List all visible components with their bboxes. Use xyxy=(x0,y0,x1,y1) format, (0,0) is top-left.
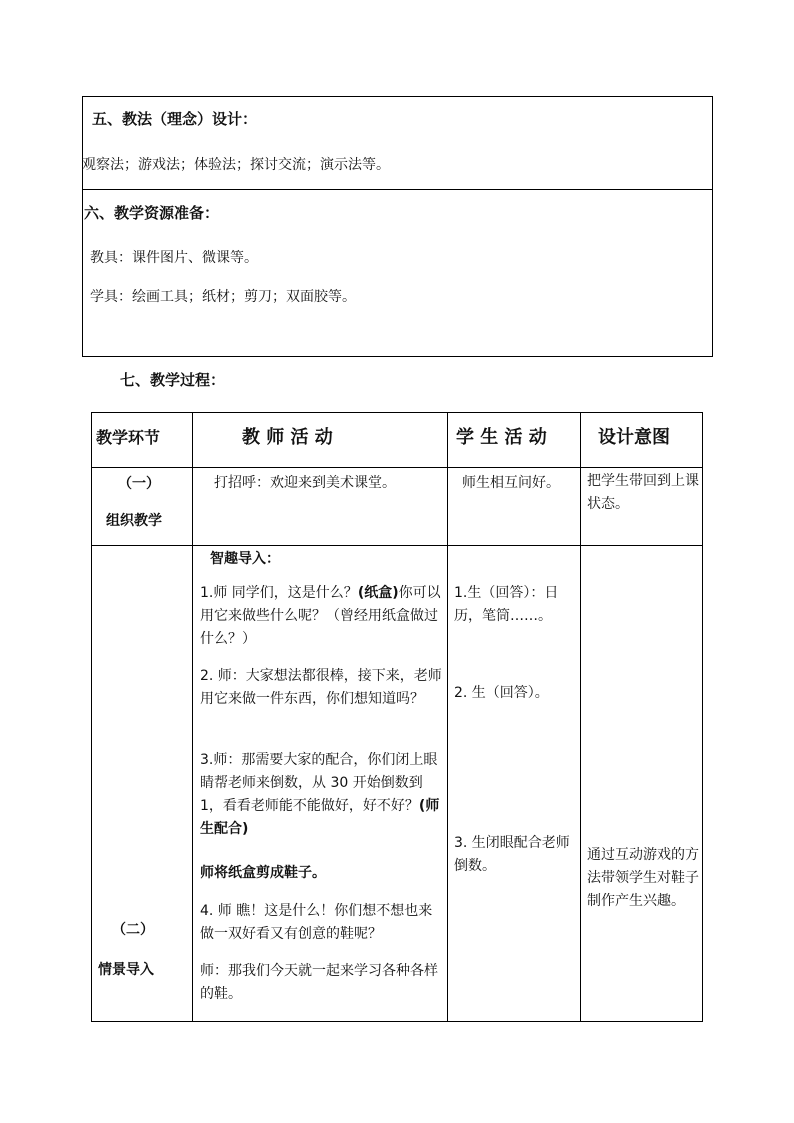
section7-heading: 七、教学过程： xyxy=(120,371,226,389)
row2-intent: 通过互动游戏的方法带领学生对鞋子制作产生兴趣。 xyxy=(587,847,699,909)
row2-stage-num: （二） xyxy=(112,922,154,938)
section6-student-tools: 学具：绘画工具；纸材；剪刀；双面胶等。 xyxy=(90,289,356,305)
table-row-divider xyxy=(91,545,703,546)
row2-teacher-title: 智趣导入： xyxy=(210,551,280,567)
step1-rest: 你可以用它来做些什么呢？（曾经用纸盒做过什么？） xyxy=(200,585,441,647)
row2-teacher-step2: 2. 师：大家想法都很棒，接下来，老师用它来做一件东西，你们想知道吗？ xyxy=(200,668,442,707)
row2-teacher-action: 师将纸盒剪成鞋子。 xyxy=(200,865,326,881)
row2-student-step1: 1.生（回答）：日历，笔筒……。 xyxy=(454,585,559,624)
row2-teacher-step5: 师：那我们今天就一起来学习各种各样的鞋。 xyxy=(200,963,438,1002)
row1-stage-name: 组织教学 xyxy=(106,513,162,529)
row2-student-step3: 3. 生闭眼配合老师倒数。 xyxy=(454,835,570,874)
row1-intent: 把学生带回到上课状态。 xyxy=(587,473,699,512)
table-col-divider xyxy=(580,412,581,1022)
table-col-divider xyxy=(447,412,448,1022)
header-intent: 设计意图 xyxy=(598,427,670,448)
header-student: 学 生 活 动 xyxy=(456,427,547,448)
row2-teacher-step1 xyxy=(200,582,442,651)
step3-text: 3.师：那需要大家的配合，你们闭上眼睛帮老师来倒数，从 30 开始倒数到 1，看看老师能不能做好，好不好？ xyxy=(200,752,438,814)
step1-text: 1.师 同学们，这是什么？ xyxy=(200,585,358,601)
step3-emphasis: (师生配合) xyxy=(200,798,440,837)
row1-stage-num: （一） xyxy=(118,476,160,492)
table-row-divider xyxy=(91,467,703,468)
section6-teacher-tools: 教具：课件图片、微课等。 xyxy=(90,250,258,266)
row2-stage-name: 情景导入 xyxy=(98,962,154,978)
row2-teacher-step3 xyxy=(200,749,442,841)
section5-heading: 五、教法（理念）设计： xyxy=(92,110,258,128)
header-teacher: 教 师 活 动 xyxy=(242,427,333,448)
section6-heading: 六、教学资源准备： xyxy=(84,204,220,222)
row2-teacher-step4: 4. 师 瞧！这是什么！你们想不想也来做一双好看又有创意的鞋呢？ xyxy=(200,903,433,942)
row1-student: 师生相互问好。 xyxy=(462,475,560,491)
table-col-divider xyxy=(192,412,193,1022)
row1-teacher: 打招呼：欢迎来到美术课堂。 xyxy=(214,475,396,491)
header-stage: 教学环节 xyxy=(96,428,161,447)
section5-content: 观察法；游戏法；体验法；探讨交流；演示法等。 xyxy=(82,157,390,173)
step1-emphasis: (纸盒) xyxy=(357,585,399,601)
row2-student-step2: 2. 生（回答）。 xyxy=(454,685,549,701)
